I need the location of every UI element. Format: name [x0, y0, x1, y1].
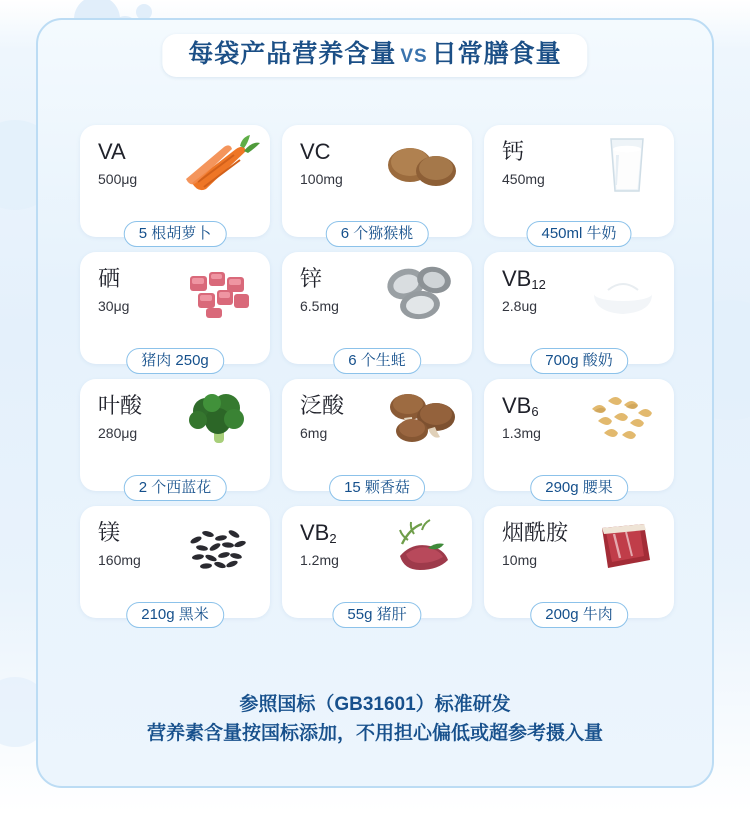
content-panel — [36, 18, 714, 788]
nutrient-amount: 6mg — [300, 425, 328, 441]
page-title — [188, 42, 561, 67]
equivalent-badge: 5 根胡萝卜 — [124, 221, 227, 248]
nutrient-name: VC — [300, 139, 331, 164]
equivalent-badge: 猪肉 250g — [126, 348, 224, 375]
title-banner — [162, 34, 587, 77]
nutrient-card — [282, 252, 472, 369]
nutrient-card — [80, 506, 270, 623]
equivalent-badge: 700g 酸奶 — [530, 348, 628, 375]
nutrient-amount: 280μg — [98, 425, 138, 441]
nutrient-name-main: VB — [502, 266, 532, 291]
carrot-icon — [176, 133, 262, 195]
nutrient-card — [282, 125, 472, 242]
nutrient-card — [484, 506, 674, 623]
nutrient-card — [80, 125, 270, 242]
equivalent-badge: 6 个猕猴桃 — [326, 221, 429, 248]
nutrient-name: 硒 — [98, 266, 121, 291]
black-rice-icon — [176, 514, 262, 576]
nutrient-name — [300, 522, 337, 544]
nutrient-name: 烟酰胺 — [502, 520, 569, 545]
footer-line-2: 营养素含量按国标添加，不用担心偏低或超参考摄入量 — [146, 722, 603, 744]
nutrient-amount: 1.2mg — [300, 552, 339, 568]
milk-glass-icon — [580, 133, 666, 195]
nutrient-card — [484, 125, 674, 242]
nutrient-name: VA — [98, 139, 126, 164]
nutrient-amount: 10mg — [502, 552, 538, 568]
shiitake-icon — [378, 387, 464, 449]
equivalent-badge: 6 个生蚝 — [333, 348, 421, 375]
cashew-icon — [580, 387, 666, 449]
nutrient-name: 泛酸 — [300, 393, 345, 418]
pork-cubes-icon — [176, 260, 262, 322]
equivalent-badge: 290g 腰果 — [530, 475, 628, 502]
nutrient-amount: 1.3mg — [502, 425, 541, 441]
nutrient-card — [282, 379, 472, 496]
nutrient-card — [484, 379, 674, 496]
equivalent-badge: 2 个西蓝花 — [124, 475, 227, 502]
nutrient-card — [80, 252, 270, 369]
nutrient-card-grid — [80, 125, 676, 623]
footer-note — [38, 691, 712, 748]
nutrient-amount: 450mg — [502, 171, 545, 187]
nutrient-amount: 6.5mg — [300, 298, 339, 314]
nutrient-name-sub: 2 — [329, 531, 337, 546]
nutrient-name — [502, 268, 546, 290]
footer-line-1: 参照国标（GB31601）标准研发 — [239, 694, 511, 715]
nutrient-name: 锌 — [300, 266, 323, 291]
beef-icon — [580, 514, 666, 576]
broccoli-icon — [176, 387, 262, 449]
nutrient-name-main: VB — [300, 520, 330, 545]
title-trail: 日常膳食量 — [431, 40, 562, 68]
kiwi-icon — [378, 133, 464, 195]
nutrient-name — [502, 395, 539, 417]
nutrient-amount: 30μg — [98, 298, 130, 314]
pork-liver-icon — [378, 514, 464, 576]
equivalent-badge: 450ml 牛奶 — [526, 221, 631, 248]
nutrient-name-sub: 12 — [531, 277, 546, 292]
nutrient-name: 叶酸 — [98, 393, 143, 418]
yogurt-icon — [580, 260, 666, 322]
nutrient-card — [80, 379, 270, 496]
title-lead: 每袋产品营养含量 — [188, 40, 397, 68]
nutrient-name-sub: 6 — [531, 404, 539, 419]
nutrient-name: 镁 — [98, 520, 121, 545]
nutrient-name: 钙 — [502, 139, 525, 164]
nutrient-amount: 500μg — [98, 171, 138, 187]
nutrient-amount: 160mg — [98, 552, 141, 568]
nutrient-amount: 2.8ug — [502, 298, 538, 314]
nutrient-card — [484, 252, 674, 369]
equivalent-badge: 210g 黑米 — [126, 602, 224, 629]
nutrient-amount: 100mg — [300, 171, 343, 187]
equivalent-badge: 55g 猪肝 — [332, 602, 421, 629]
oyster-icon — [378, 260, 464, 322]
equivalent-badge: 15 颗香菇 — [329, 475, 425, 502]
title-vs: VS — [400, 46, 428, 67]
nutrient-name-main: VB — [502, 393, 532, 418]
equivalent-badge: 200g 牛肉 — [530, 602, 628, 629]
nutrient-card — [282, 506, 472, 623]
